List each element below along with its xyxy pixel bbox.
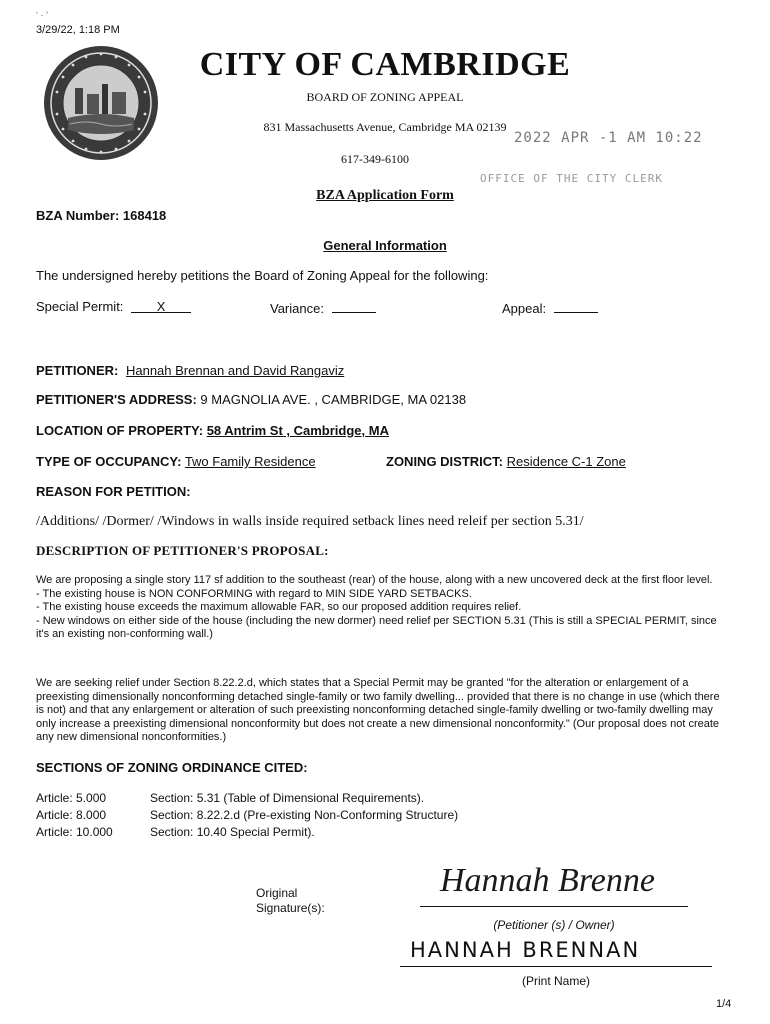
cited-article: Article: 8.000: [36, 808, 107, 822]
signature-label: [256, 886, 325, 916]
occupancy-row: [36, 454, 316, 469]
general-information-heading: General Information: [323, 238, 447, 253]
scan-mark: ‘ · ’: [36, 10, 48, 20]
handwritten-signature: Hannah Brenne: [440, 862, 655, 899]
appeal-label: Appeal:: [502, 301, 547, 316]
petitioner-row: [36, 363, 344, 378]
appeal-field[interactable]: [554, 299, 598, 313]
sections-cited-list: [36, 790, 636, 841]
petitioner-address-label: PETITIONER'S ADDRESS:: [36, 392, 197, 407]
variance-field[interactable]: [332, 299, 376, 313]
proposal-description: [36, 574, 726, 642]
location-value: 58 Antrim St , Cambridge, MA: [206, 423, 389, 438]
proposal-line: We are proposing a single story 117 sf addition to the southeast (rear) of the house, along with a new uncovered deck at the first floor level.: [36, 574, 713, 586]
special-permit-label: Special Permit:: [36, 299, 124, 314]
special-permit-field[interactable]: X: [131, 299, 191, 313]
board-phone: 617-349-6100: [341, 152, 409, 166]
proposal-paragraph-2: We are seeking relief under Section 8.22.2.d, which states that a Special Permit may be granted "for the alteration or enlargement of a preexisting dimensionally nonconforming detached single-family or two family dwelling... provided that there is no change in use (which there is not) and that any enlargement or alteration of such preexisting nonconforming detached single-family dwelling or two-family dwelling may only increase a preexisting dimensional nonconformity but does not create a new dimensional nonconformity." (Our proposal does not create any new dimensional nonconformities.): [36, 677, 720, 743]
description-label: DESCRIPTION OF PETITIONER'S PROPOSAL:: [36, 543, 329, 558]
proposal-line: - The existing house is NON CONFORMING with regard to MIN SIDE YARD SETBACKS.: [36, 587, 472, 600]
cited-row: [36, 790, 636, 807]
location-row: [36, 423, 389, 438]
reason-value: /Additions/ /Dormer/ /Windows in walls inside required setback lines need releif per section 5.31/: [36, 514, 584, 529]
board-address: 831 Massachusetts Avenue, Cambridge MA 02139: [263, 120, 507, 134]
print-name-label: (Print Name): [521, 974, 590, 988]
form-title: BZA Application Form: [316, 188, 454, 203]
occupancy-value: Two Family Residence: [184, 454, 316, 469]
zoning-value: Residence C-1 Zone: [506, 454, 626, 469]
cited-section: Section: 5.31 (Table of Dimensional Requirements).: [150, 791, 425, 805]
board-name: BOARD OF ZONING APPEAL: [306, 90, 464, 104]
page-number: 1/4: [716, 998, 732, 1010]
city-seal: [42, 44, 160, 162]
print-timestamp: 3/29/22, 1:18 PM: [36, 24, 120, 36]
petitioner-label: PETITIONER:: [36, 363, 119, 378]
bza-number: BZA Number: 168418: [36, 208, 167, 223]
petitioner-value: Hannah Brennan and David Rangaviz: [125, 363, 345, 378]
petitioner-address-row: [36, 392, 466, 407]
reason-label: REASON FOR PETITION:: [36, 484, 191, 499]
received-stamp-office: OFFICE OF THE CITY CLERK: [480, 172, 663, 185]
cited-row: [36, 807, 636, 824]
occupancy-label: TYPE OF OCCUPANCY:: [36, 454, 182, 469]
cited-article: Article: 5.000: [36, 791, 107, 805]
cited-row: [36, 824, 636, 841]
signature-line: [420, 906, 688, 907]
signature-label-line: Original: [256, 886, 298, 900]
signature-role: (Petitioner (s) / Owner): [493, 918, 615, 932]
signature-label-line: Signature(s):: [256, 901, 325, 915]
permit-type-row: [36, 299, 736, 317]
city-title: CITY OF CAMBRIDGE: [199, 46, 571, 83]
printed-name-value: HANNAH BRENNAN: [410, 938, 641, 962]
petitioner-address-value: 9 MAGNOLIA AVE. , CAMBRIDGE, MA 02138: [200, 392, 467, 407]
received-stamp-date: 2022 APR -1 AM 10:22: [514, 130, 703, 146]
proposal-line: - The existing house exceeds the maximum allowable FAR, so our proposed addition requires relief.: [36, 601, 522, 613]
cited-section: Section: 8.22.2.d (Pre-existing Non-Conforming Structure): [150, 808, 459, 822]
cited-section: Section: 10.40 Special Permit).: [150, 825, 315, 839]
proposal-line: - New windows on either side of the house (including the new dormer) need relief per SECTION 5.31 (This is still a SPECIAL PERMIT, since it's an existing non-conforming wall.): [36, 614, 717, 640]
sections-cited-label: SECTIONS OF ZONING ORDINANCE CITED:: [36, 760, 308, 775]
petition-intro: The undersigned hereby petitions the Board of Zoning Appeal for the following:: [36, 268, 489, 283]
print-name-line: [400, 966, 712, 967]
cited-article: Article: 10.000: [36, 825, 113, 839]
location-label: LOCATION OF PROPERTY:: [36, 423, 204, 438]
zoning-label: ZONING DISTRICT:: [386, 454, 503, 469]
zoning-row: [386, 454, 626, 469]
variance-label: Variance:: [270, 301, 324, 316]
